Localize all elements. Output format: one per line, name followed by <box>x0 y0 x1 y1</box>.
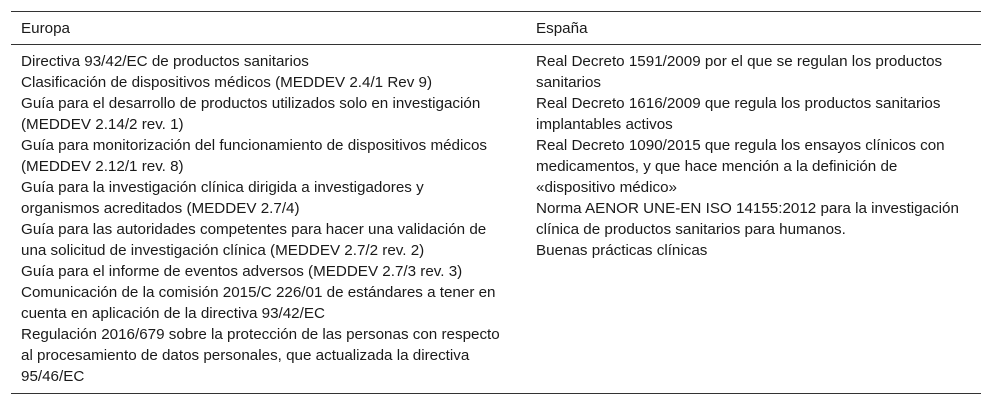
europe-entry: Guía para las autoridades competentes para hacer una validación de una solicitud de investigación clínica (MEDDEV 2.7/2 rev. 2) <box>21 221 487 259</box>
header-europe: Europa <box>11 12 526 45</box>
spain-entry: Real Decreto 1616/2009 que regula los productos sanitarios implantables activos <box>536 95 941 133</box>
header-spain: España <box>526 12 981 45</box>
europe-entry: Guía para la investigación clínica dirigida a investigadores y organismos acreditados (MEDDEV 2.7/4) <box>21 179 424 217</box>
europe-entry: Guía para el informe de eventos adversos (MEDDEV 2.7/3 rev. 3) <box>21 263 463 280</box>
regulation-table-container <box>11 11 981 394</box>
spain-entry: Norma AENOR UNE-EN ISO 14155:2012 para la investigación clínica de productos sanitarios para humanos. <box>536 200 959 238</box>
europe-entry: Directiva 93/42/EC de productos sanitarios <box>21 53 309 70</box>
table-body <box>11 45 981 394</box>
regulation-table <box>11 12 981 393</box>
table-row <box>11 45 981 394</box>
europe-entry: Comunicación de la comisión 2015/C 226/01 de estándares a tener en cuenta en aplicación de la directiva 93/42/EC <box>21 284 496 322</box>
spain-entry: Real Decreto 1090/2015 que regula los ensayos clínicos con medicamentos, y que hace mención a la definición de «dispositivo médico» <box>536 137 945 196</box>
table-header <box>11 12 981 45</box>
spain-entry: Real Decreto 1591/2009 por el que se regulan los productos sanitarios <box>536 53 943 91</box>
europe-entry: Regulación 2016/679 sobre la protección de las personas con respecto al procesamiento de datos personales, que actualizada la directiva 95/46/EC <box>21 326 500 385</box>
spain-entry: Buenas prácticas clínicas <box>536 242 708 259</box>
europe-entry: Guía para monitorización del funcionamiento de dispositivos médicos (MEDDEV 2.12/1 rev. 8) <box>21 137 487 175</box>
europe-entry: Guía para el desarrollo de productos utilizados solo en investigación (MEDDEV 2.14/2 rev. 1) <box>21 95 481 133</box>
header-row <box>11 12 981 45</box>
europe-entry: Clasificación de dispositivos médicos (MEDDEV 2.4/1 Rev 9) <box>21 74 433 91</box>
spain-cell <box>526 45 981 394</box>
europe-cell <box>11 45 526 394</box>
